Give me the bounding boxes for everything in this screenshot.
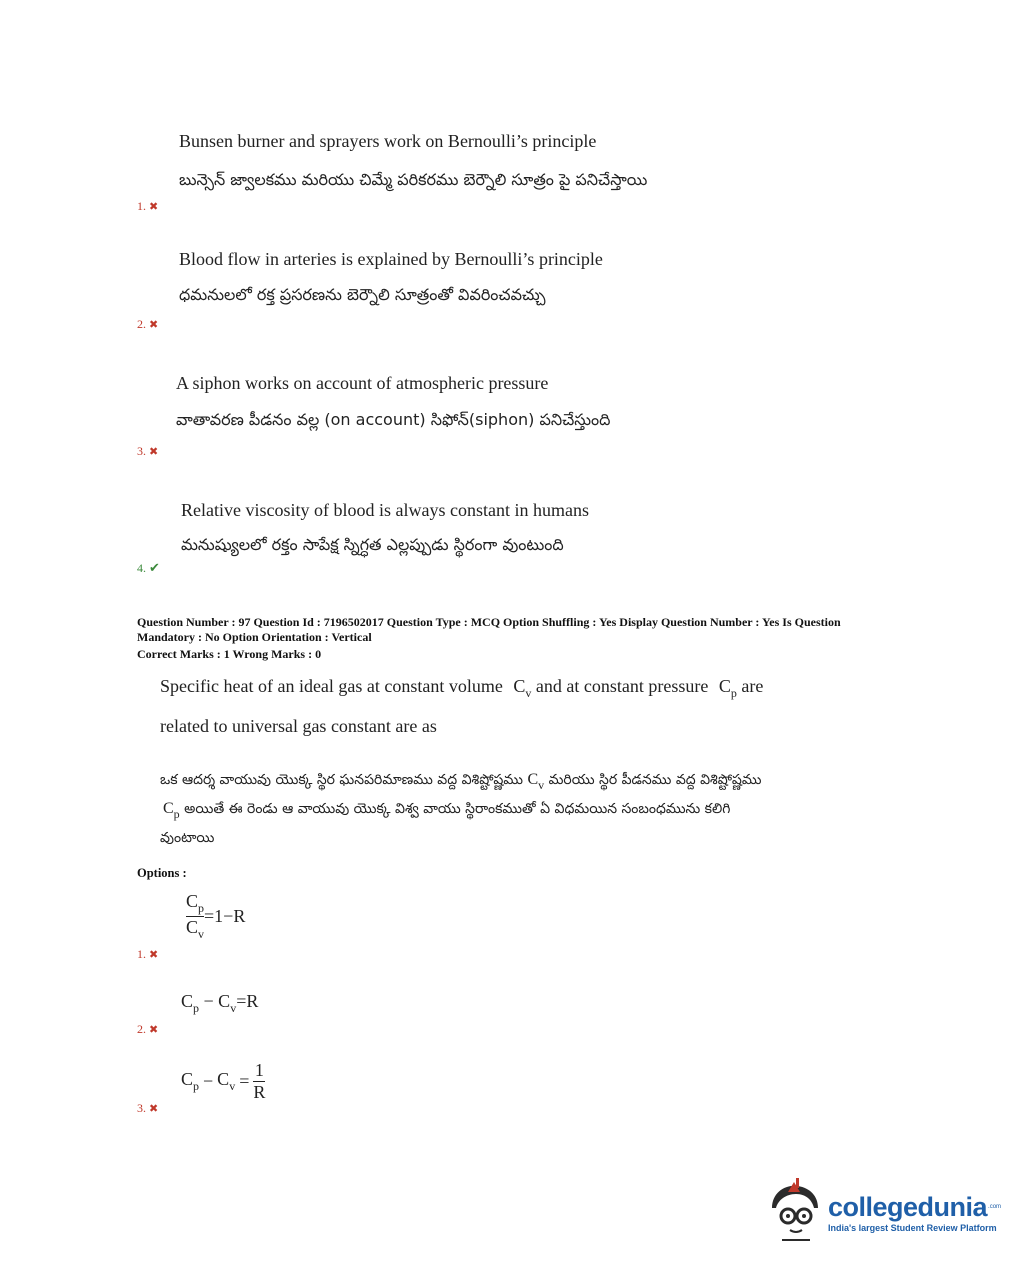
cp-symbol: $C_p$ <box>163 800 180 821</box>
option-number: 4. ✔ <box>137 560 160 575</box>
option-text-te: బున్సెన్ జ్వాలకము మరియు చిమ్మే పరికరము బెర్నౌలి సూత్రం పై పనిచేస్తాయి <box>179 170 648 189</box>
wrong-icon: ✖ <box>149 949 159 961</box>
option-text-en: Bunsen burner and sprayers work on Bernoulli’s principle <box>179 131 597 151</box>
fraction: $\frac{C_p}{C_v}$ <box>186 891 205 941</box>
question-text-en-2: related to universal gas constant are as <box>160 716 437 736</box>
wrong-icon: ✖ <box>149 319 159 331</box>
cp-symbol: $C_p$ <box>718 676 737 700</box>
wrong-icon: ✖ <box>149 1103 159 1115</box>
collegedunia-logo <box>766 1178 1001 1246</box>
meta-line-3: Correct Marks : 1 Wrong Marks : 0 <box>137 647 322 661</box>
option-number: 1. ✖ <box>137 947 159 961</box>
option-number: 2. ✖ <box>137 1022 159 1036</box>
wrong-icon: ✖ <box>149 1024 159 1036</box>
option-number: 3. ✖ <box>137 444 159 458</box>
wrong-icon: ✖ <box>149 446 159 458</box>
logo-name: collegedunia <box>828 1191 988 1222</box>
option-text-te: ధమనులలో రక్త ప్రసరణను బెర్నౌలి సూత్రంతో వివరించవచ్చు <box>179 285 546 304</box>
wrong-icon: ✖ <box>149 201 159 213</box>
option-text-te: వాతావరణ పీడనం వల్ల (on account) సిఫోన్(siphon) పనిచేస్తుంది <box>176 410 611 429</box>
question-meta <box>137 615 897 662</box>
cv-symbol: $C_v$ <box>513 676 532 700</box>
option-text-en: A siphon works on account of atmospheric pressure <box>176 373 549 393</box>
meta-line-1: Question Number : 97 Question Id : 7196502017 Question Type : MCQ Option Shuffling : Yes Display Question Number : Yes Is Question <box>137 615 841 629</box>
option-number: 3. ✖ <box>137 1101 159 1115</box>
option-formula: $C_p - C_v=R$ <box>181 991 259 1015</box>
option-text-en: Blood flow in arteries is explained by Bernoulli’s principle <box>179 249 603 269</box>
logo-tagline: India's largest Student Review Platform <box>828 1222 997 1233</box>
question-text-te-3: వుంటాయి <box>160 830 215 846</box>
option-text-en: Relative viscosity of blood is always constant in humans <box>181 500 589 520</box>
option-formula: $C_p$ − $C_v$ = $\frac{1}{R}$ <box>181 1060 266 1102</box>
check-icon: ✔ <box>149 560 160 575</box>
meta-line-2: Mandatory : No Option Orientation : Vertical <box>137 630 372 644</box>
option-number: 1. ✖ <box>137 199 159 213</box>
option-number: 2. ✖ <box>137 317 159 331</box>
question-text-en-1: Specific heat of an ideal gas at constant volume $C_v$ and at constant pressure $C_p$ are <box>160 676 764 700</box>
logo-com: .com <box>988 1203 1002 1210</box>
option-formula: $\frac{C_p}{C_v}$ =1−R <box>186 891 246 941</box>
mascot-icon <box>766 1178 826 1246</box>
options-label: Options : <box>137 866 187 880</box>
option-text-te: మనుష్యులలో రక్తం సాపేక్ష స్నిగ్ధత ఎల్లప్పుడు స్థిరంగా వుంటుంది <box>181 535 564 554</box>
fraction: $\frac{1}{R}$ <box>253 1060 266 1102</box>
question-text-te-2: $C_p$ అయితే ఈ రెండు ఆ వాయువు యొక్క విశ్వ వాయు స్థిరాంకముతో ఏ విధమయిన సంబంధమును కలిగి <box>163 800 731 821</box>
question-text-te-1: ఒక ఆదర్శ వాయువు యొక్క స్థిర ఘనపరిమాణము వద్ద విశిష్టోష్ణము $C_v$ మరియు స్థిర పీడనము వద్ద విశిష్టోష్ణము <box>160 771 762 792</box>
cv-symbol: $C_v$ <box>527 771 545 792</box>
